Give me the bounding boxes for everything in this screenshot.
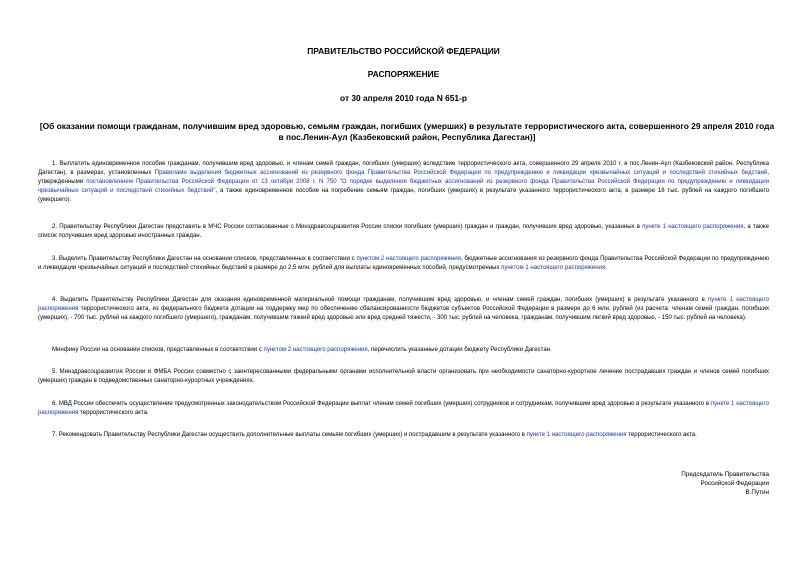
clause-1-link[interactable]: пункте 1 настоящего распоряжения: [642, 224, 744, 230]
paragraph-6: [38, 400, 769, 418]
rules-link[interactable]: Правилами выделения бюджетных ассигнований из резервного фонда Правительства Российской Федерации по предупреждению и ликвидации чрезвычайных ситуаций и последствий стихийных бедствий: [154, 170, 768, 177]
paragraph-2: [38, 223, 769, 241]
paragraph-minfin: [38, 346, 769, 355]
signature-position: Председатель Правительства: [681, 471, 769, 478]
paragraph-4: [38, 296, 769, 323]
paragraph-5: [38, 368, 769, 386]
signature-block: [681, 470, 769, 498]
government-header: ПРАВИТЕЛЬСТВО РОССИЙСКОЙ ФЕДЕРАЦИИ: [307, 46, 500, 56]
paragraph-text: террористического акта, из федерального бюджета дотации на поддержку мер по обеспечению сбалансированности бюджетов субъектов Российской Федерации в размере до 6 млн. рублей (из расчета: членам семей граждан, погибших (умерших), - 700 тыс. рублей на каждого погибшего (умершего), гражданам, получившим тяжкий вред здоровью или вред средней тяжести, - 300 тыс. рублей на человека, гражданам, получившим легкий вред здоровью, - 150 тыс. рублей на человека).: [38, 306, 769, 322]
paragraph-text: 5. Минздравсоцразвития России и ФМБА России совместно с заинтересованными федеральными органами исполнительной власти организовать при необходимости санаторно-курортное лечение пострадавших граждан и членов семей погибших (умерших) граждан в подведомственных санаторно-курортных учреждениях.: [38, 369, 769, 385]
paragraph-text: .: [605, 265, 607, 272]
paragraph-text: , утвержденными: [38, 170, 769, 186]
resolution-750-link[interactable]: постановлением Правительства Российской Федерации от 13 октября 2008 г. N 750 "О порядке выделения бюджетных ассигнований из резервного фонда Правительства Российской Федерации по предупреждению и ликвидации чрезвычайных ситуаций и последствий стихийных бедствий": [38, 179, 769, 195]
paragraph-text: 1. Выплатить единовременное пособие гражданам, получившим вред здоровью, и членам семей граждан, погибших (умерших) вследствие террористического акта, совершенного 29 апреля 2010 г. в пос.Ленин-Аул (Казбековский район, Республика Дагестан), в размерах, установленных: [38, 161, 769, 177]
paragraph-text: 4. Выделить Правительству Республики Дагестан для оказания единовременной материальной помощи гражданам, получившим вред здоровью, и членам семей граждан, погибших (умерших) в результате указанного в: [52, 297, 709, 303]
paragraph-text: 3. Выделить Правительству Республики Дагестан на основании списков, представленных в соответствии с: [52, 256, 357, 262]
paragraph-7: [38, 431, 769, 440]
document-title: [Об оказании помощи гражданам, получившим вред здоровью, семьям граждан, погибших (умерших) в результате террористического акта, совершенного 29 апреля 2010 года в пос.Ленин-Аул (Казбековский район, Республика Дагестан)]: [39, 121, 775, 142]
paragraph-text: , бюджетные ассигнования из резервного фонда Правительства Российской Федерации по предупреждению и ликвидации чрезвычайных ситуаций и последствий стихийных бедствий в размере до 2,5 млн. рублей для выплаты единовременных пособий, предусмотренных: [38, 256, 769, 272]
paragraph-text: , а также список получивших вред здоровью иностранных граждан.: [38, 224, 769, 240]
clause-2-link[interactable]: пунктом 2 настоящего распоряжения: [263, 347, 368, 353]
signature-name: В.Путин: [745, 489, 769, 497]
clause-2-link[interactable]: пунктом 2 настоящего распоряжения: [356, 256, 461, 262]
paragraph-text: 6. МВД России обеспечить осуществление предусмотренных законодательством Российской Федерации выплат членам семей погибших (умерших) сотрудников и сотрудникам, получившим вред здоровью в результате указанного в: [52, 401, 711, 407]
paragraph-text: , перечислить указанные дотации бюджету Республики Дагестан.: [367, 347, 552, 353]
signature-organization: Российской Федерации: [700, 480, 769, 488]
clause-1-link[interactable]: пункте 1 настоящего распоряжения: [38, 297, 769, 313]
paragraph-text: Минфину России на основании списков, представленных в соответствии с: [52, 347, 264, 353]
paragraph-text: 7. Рекомендовать Правительству Республики Дагестан осуществить дополнительные выплаты семьям погибших (умерших) и пострадавшим в результате указанного в: [52, 432, 527, 438]
document-type: РАСПОРЯЖЕНИЕ: [367, 69, 440, 79]
paragraph-text: 2. Правительству Республики Дагестан представить в МЧС России согласованные с Минздравсоцразвития России списки погибших (умерших) граждан и граждан, получивших вред здоровью, указанных в: [52, 224, 643, 230]
paragraph-text: , а также единовременное пособие на погребение семьям граждан, погибших (умерших) в результате указанного террористического акта, в размере 18 тыс. рублей на каждого погибшего (умершего).: [38, 188, 769, 204]
paragraph-text: террористического акта.: [626, 432, 697, 438]
paragraph-text: террористического акта.: [78, 410, 149, 417]
clause-1-link[interactable]: пункте 1 настоящего распоряжения: [38, 401, 769, 417]
paragraph-1: [38, 160, 769, 205]
clause-1-link[interactable]: пункте 1 настоящего распоряжения: [526, 432, 627, 438]
paragraph-3: [38, 255, 769, 273]
clause-1-link[interactable]: пунктом 1 настоящего распоряжения: [501, 265, 606, 272]
document-date-number: от 30 апреля 2010 года N 651-р: [340, 93, 467, 103]
